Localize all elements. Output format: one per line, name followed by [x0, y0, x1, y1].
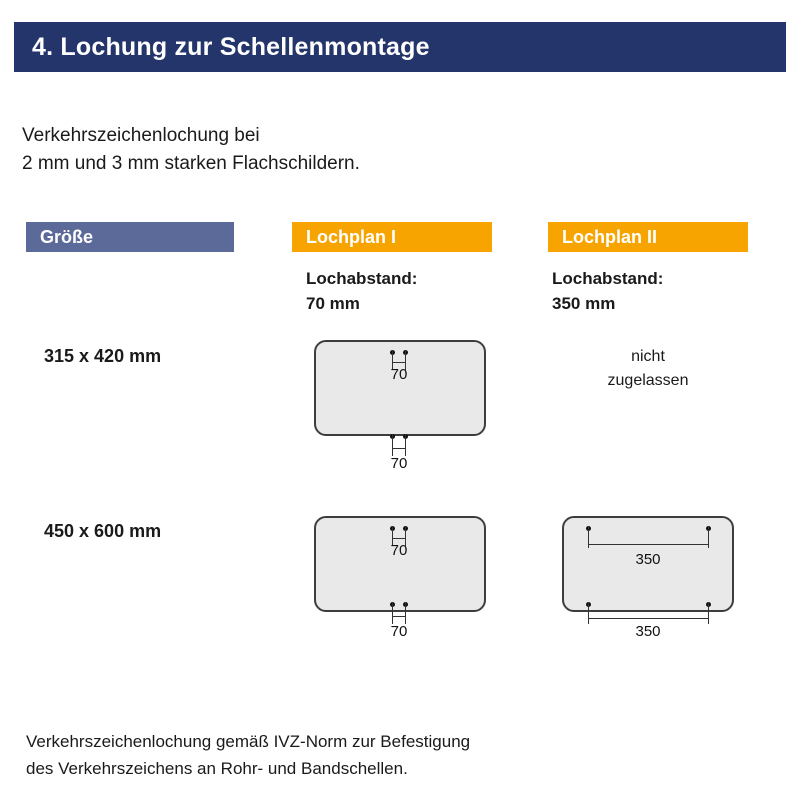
- dimension-label-top: 70: [390, 366, 408, 383]
- intro-paragraph: [22, 122, 360, 178]
- dimension-line: [588, 618, 709, 619]
- note-line-1: nicht: [631, 348, 665, 365]
- dimension-label-bottom: 70: [390, 455, 408, 472]
- section-header-bar: [14, 22, 786, 72]
- sign-diagram-450x600-plan1: [314, 516, 486, 612]
- dimension-label-bottom: 350: [635, 623, 661, 640]
- subheader-line-1: Lochabstand:: [552, 269, 664, 288]
- footer-line-2: des Verkehrszeichens an Rohr- und Bandschellen.: [26, 759, 408, 778]
- dimension-extension-line: [708, 602, 709, 624]
- column-header-lochplan-1: Lochplan I: [292, 222, 492, 252]
- subheader-line-2: 70 mm: [306, 294, 360, 313]
- page-title: 4. Lochung zur Schellenmontage: [32, 32, 430, 61]
- column-subheader-lochplan-1: [306, 266, 417, 316]
- footer-note: [26, 728, 470, 782]
- dimension-line: [588, 544, 709, 545]
- row-label-size-2: 450 x 600 mm: [44, 521, 162, 541]
- dimension-line: [392, 448, 406, 449]
- dimension-extension-line: [405, 434, 406, 456]
- subheader-line-2: 350 mm: [552, 294, 616, 313]
- row-1-plan2-note: [548, 345, 748, 393]
- subheader-line-1: Lochabstand:: [306, 269, 418, 288]
- dimension-label-bottom: 70: [390, 623, 408, 640]
- dimension-label-top: 70: [390, 542, 408, 559]
- dimension-extension-line: [405, 602, 406, 624]
- footer-line-1: Verkehrszeichenlochung gemäß IVZ-Norm zur Befestigung: [26, 732, 471, 751]
- intro-line-1: Verkehrszeichenlochung bei: [22, 125, 260, 146]
- dimension-line: [392, 362, 406, 363]
- column-header-lochplan-2: Lochplan II: [548, 222, 748, 252]
- intro-line-2: 2 mm und 3 mm starken Flachschildern.: [22, 153, 360, 174]
- dimension-extension-line: [392, 434, 393, 456]
- dimension-label-top: 350: [613, 551, 683, 568]
- dimension-line: [392, 616, 406, 617]
- row-label-size-1: 315 x 420 mm: [44, 346, 162, 366]
- note-line-2: zugelassen: [607, 372, 689, 389]
- sign-diagram-315x420-plan1: [314, 340, 486, 436]
- column-subheader-lochplan-2: [552, 266, 663, 316]
- column-header-size: Größe: [26, 222, 234, 252]
- dimension-extension-line: [392, 602, 393, 624]
- dimension-extension-line: [588, 602, 589, 624]
- dimension-line: [392, 538, 406, 539]
